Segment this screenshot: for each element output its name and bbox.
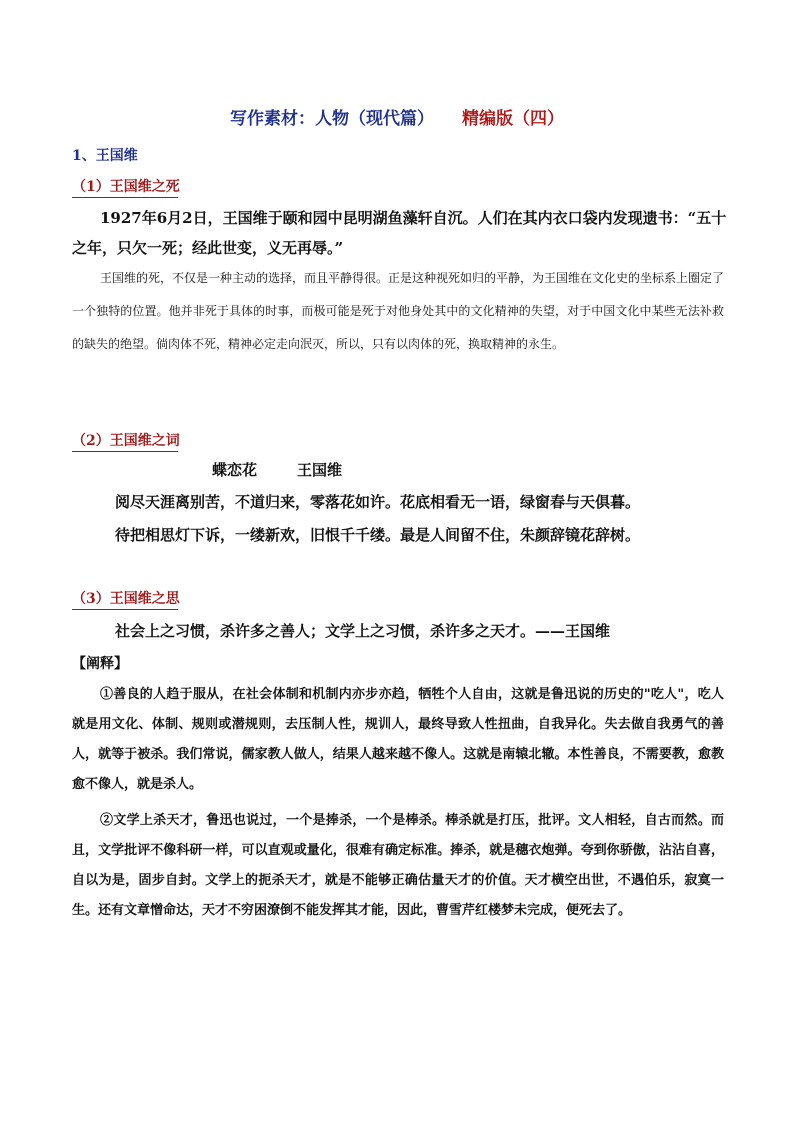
death-intro-paragraph: 1927年6月2日，王国维于颐和园中昆明湖鱼藻轩自沉。人们在其内衣口袋内发现遗书：“五十之年，只欠一死；经此世变，义无再辱。” (72, 209, 727, 257)
poem-title: 蝶恋花 (212, 461, 258, 479)
person-heading: 1、王国维 (72, 148, 138, 164)
section-poem-label: （2）王国维之词 (72, 432, 178, 452)
thought-quote: 社会上之习惯，杀许多之善人；文学上之习惯，杀许多之天才。——王国维 (115, 622, 611, 640)
title-edition: 精编版（四） (462, 109, 564, 129)
poem-line: 待把相思灯下诉，一缕新欢，旧恨千千缕。最是人间留不住，朱颜辞镜花辞树。 (115, 526, 641, 544)
death-commentary-paragraph: 王国维的死，不仅是一种主动的选择，而且平静得很。正是这种视死如归的平静，为王国维在文化史的坐标系上圈定了一个独特的位置。他并非死于具体的时事，而极可能是死于对他身处其中的文化精神的失望，对于中国文化中某些无法补救的缺失的绝望。倘肉体不死，精神必定走向泯灭，所以，只有以肉体的死，换取精神的永生。 (72, 271, 725, 351)
explanation-heading: 【阐释】 (72, 656, 128, 672)
section-death-label: （1）王国维之死 (72, 178, 178, 198)
poem-title-line (212, 459, 342, 480)
poem-author: 王国维 (297, 461, 343, 479)
title-main: 写作素材：人物（现代篇） (230, 109, 434, 129)
explanation-paragraph: ②文学上杀天才，鲁迅也说过，一个是捧杀，一个是棒杀。棒杀就是打压，批评。文人相轻，自古而然。而且，文学批评不像科研一样，可以直观或量化，很难有确定标准。捧杀，就是穗衣炮弹。夸到你骄傲，沾沾自喜，自以为是，固步自封。文学上的扼杀天才，就是不能够正确估量天才的价值。天才横空出世，不遇伯乐，寂寞一生。还有文章憎命达，天才不穷困潦倒不能发挥其才能，因此，曹雪芹红楼梦未完成，便死去了。 (72, 813, 724, 918)
document-title (0, 104, 794, 129)
explanation-paragraph: ①善良的人趋于服从，在社会体制和机制内亦步亦趋，牺牲个人自由，这就是鲁迅说的历史的"吃人"，吃人就是用文化、体制、规则或潜规则，去压制人性，规训人，最终导致人性扭曲，自我异化。失去做自我勇气的善人，就等于被杀。我们常说，儒家教人做人，结果人越来越不像人。这就是南辕北辙。本性善良，不需要教，愈教愈不像人，就是杀人。 (72, 687, 724, 792)
poem-line: 阅尽天涯离别苦，不道归来，零落花如许。花底相看无一语，绿窗春与天俱暮。 (115, 493, 641, 511)
section-thought-label: （3）王国维之思 (72, 590, 178, 610)
